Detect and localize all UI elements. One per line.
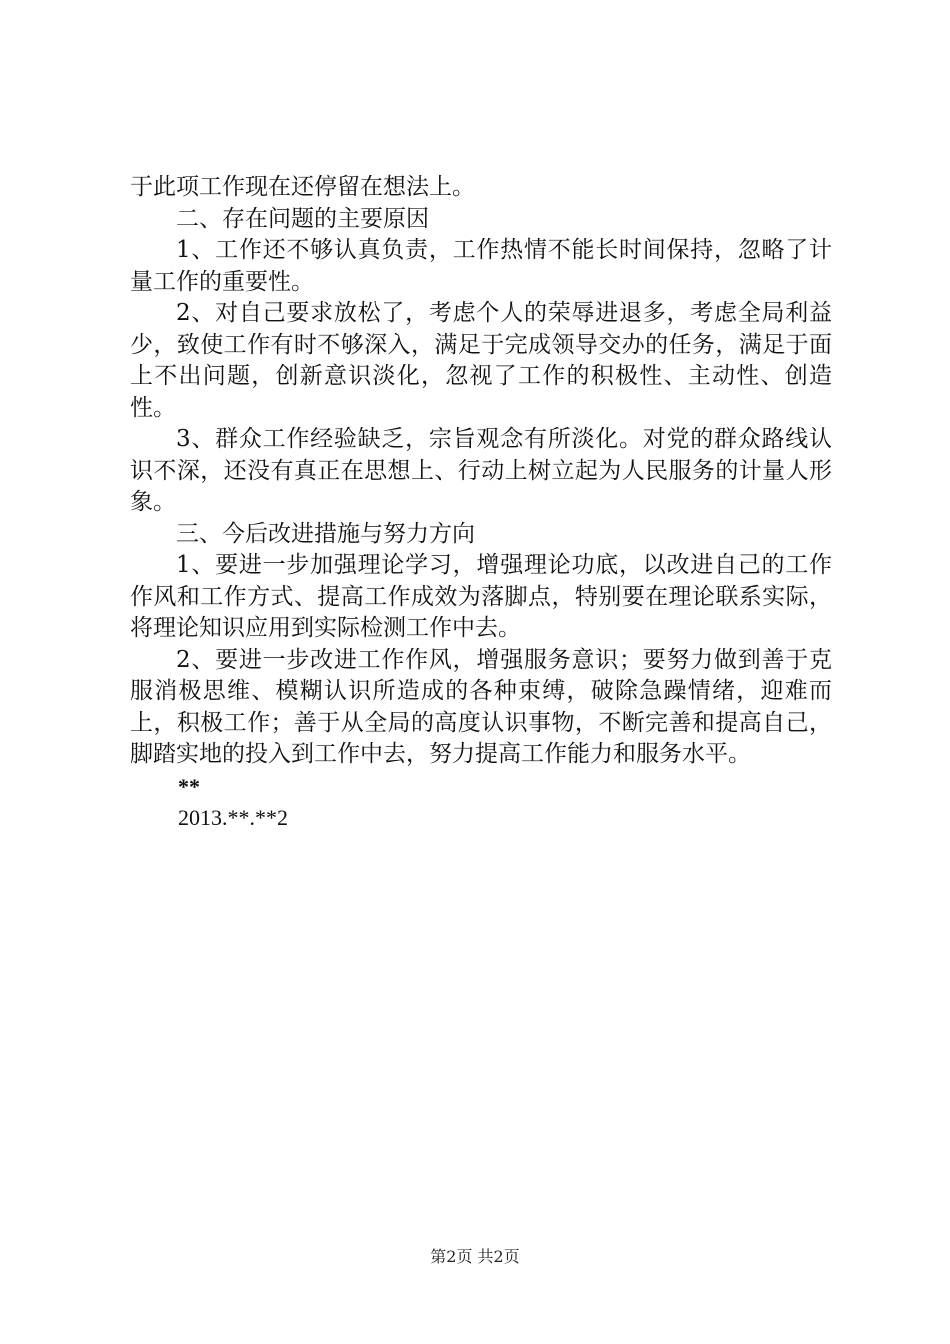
page-footer: 第2页 共2页 [430,1247,520,1266]
paragraph-cause-2: 2、对自己要求放松了，考虑个人的荣辱进退多，考虑全局利益少，致使工作有时不够深入，满足于完成领导交办的任务，满足于面上不出问题，创新意识淡化，忽视了工作的积极性、主动性、创造性。 [130,300,832,421]
paragraph-measure-1: 1、要进一步加强理论学习，增强理论功底，以改进自己的工作作风和工作方式、提高工作成效为落脚点，特别要在理论联系实际，将理论知识应用到实际检测工作中去。 [130,552,832,641]
signature-date: 2013.**.**2 [178,805,288,830]
document-body [130,172,832,834]
paragraph-measure-2: 2、要进一步改进工作作风，增强服务意识；要努力做到善于克服消极思维、模糊认识所造成的各种束缚，破除急躁情绪，迎难而上，积极工作；善于从全局的高度认识事物，不断完善和提高自己，脚踏实地的投入到工作中去，努力提高工作能力和服务水平。 [130,646,832,767]
paragraph-cause-3: 3、群众工作经验缺乏，宗旨观念有所淡化。对党的群众路线认识不深，还没有真正在思想上、行动上树立起为人民服务的计量人形象。 [130,426,832,515]
signature: ** [178,773,200,799]
section-heading-measures: 三、今后改进措施与努力方向 [176,520,475,547]
section-heading-causes: 二、存在问题的主要原因 [176,205,429,232]
paragraph-continuation: 于此项工作现在还停留在想法上。 [130,174,475,200]
paragraph-cause-1: 1、工作还不够认真负责，工作热情不能长时间保持，忽略了计量工作的重要性。 [130,237,832,295]
